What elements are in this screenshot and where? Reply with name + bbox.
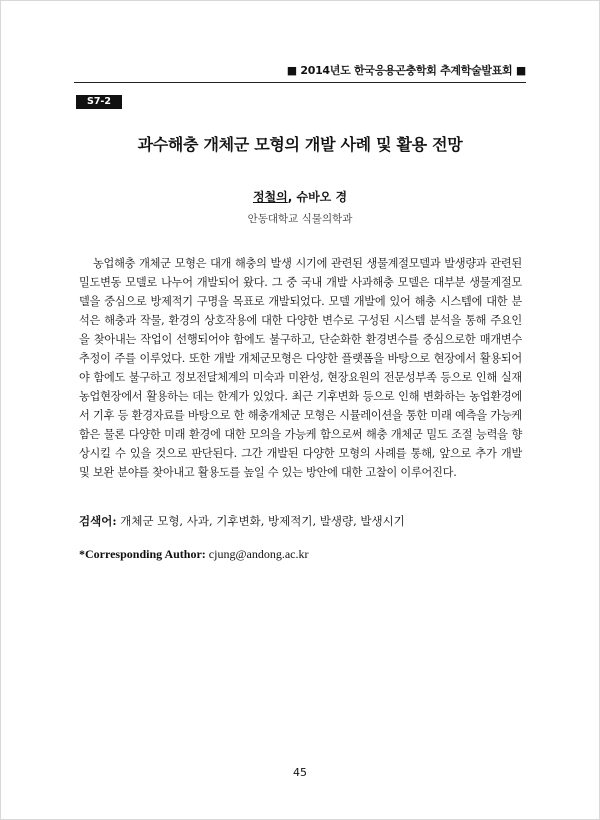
keywords [79,512,522,530]
corresponding-author-label: *Corresponding Author: [79,547,206,561]
page-number: 45 [293,766,307,779]
corresponding-author [79,545,522,563]
corresponding-author-email: cjung@andong.ac.kr [205,547,309,561]
section-code-badge: S7-2 [76,95,122,109]
co-author: 슈바오 경 [296,190,348,204]
paper-title: 과수해충 개체군 모형의 개발 사례 및 활용 전망 [137,135,463,154]
author-separator: , [287,190,297,204]
abstract-body: 농업해충 개체군 모형은 대개 해충의 발생 시기에 관련된 생물계절모델과 발생량과 관련된 밀도변동 모델로 나누어 개발되어 왔다. 그 중 국내 개발 사과해충 모델은 대부분 생물계절모델을 중심으로 방제적기 구명을 목표로 개발되었다. 모델 개발에 있어 해충 시스템에 대한 분석은 해충과 작물, 환경의 상호작용에 대한 다양한 변수로 구성된 시스템 분석을 통해 주요인을 찾아내는 작업이 선행되어야 함에도 불구하고, 단순화한 환경변수를 중심으로한 매개변수 추정이 주를 이루었다. 또한 개발 개체군모형은 다양한 플랫폼을 바탕으로 현장에서 활용되어야 함에도 불구하고 정보전달체계의 미숙과 미완성, 현장요원의 전문성부족 등으로 인해 실재 농업현장에서 활용하는 데는 한계가 있었다. 최근 기후변화 등으로 인해 변화하는 농업환경에서 기후 등 환경자료를 바탕으로 한 해충개체군 모형은 시뮬레이션을 통한 미래 예측을 가능케 함은 물론 다양한 미래 환경에 대한 모의을 가능케 함으로써 해충 개체군 밀도 조절 능력을 향상시킬 수 있을 것으로 판단된다. 그간 개발된 다양한 모형의 사례를 통해, 앞으로 추가 개발 및 보완 분야를 찾아내고 활용도를 높일 수 있는 방안에 대한 고찰이 이루어진다. [79,257,522,479]
presenting-author: 정철의 [252,190,288,204]
affiliation: 안동대학교 식물의학과 [247,213,353,225]
author-list [60,188,540,205]
keywords-label: 검색어: [79,514,117,528]
keywords-text: 개체군 모형, 사과, 기후변화, 방제적기, 발생량, 발생시기 [116,514,405,528]
running-header: ■ 2014년도 한국응용곤충학회 추계학술발표회 ■ [74,62,526,83]
